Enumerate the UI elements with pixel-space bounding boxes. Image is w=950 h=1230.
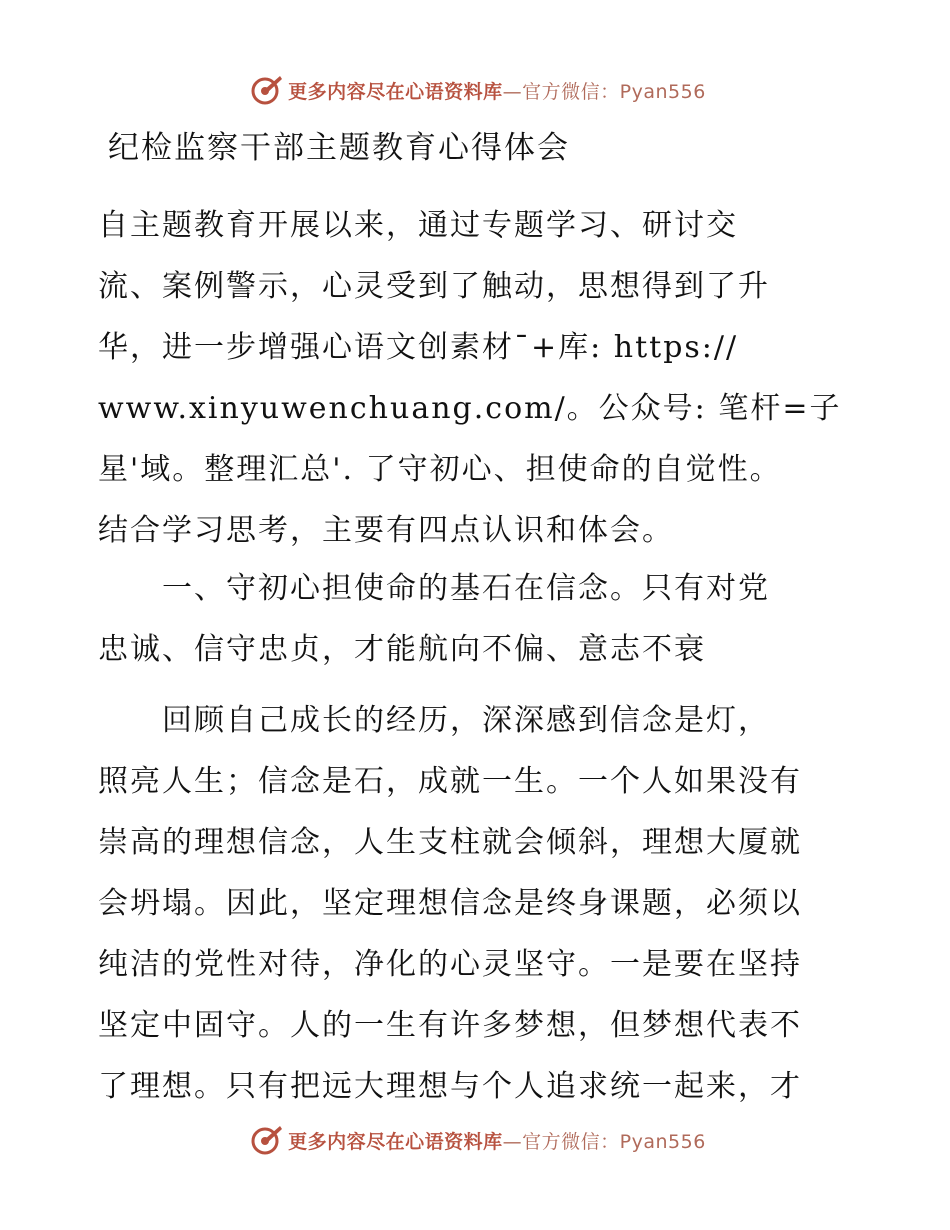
pen-logo-icon [250, 1123, 284, 1157]
text-line: 一、守初心担使命的基石在信念。只有对党 [98, 571, 770, 606]
text-line: 结合学习思考，主要有四点认识和体会。 [98, 513, 674, 548]
paragraph-intro [98, 195, 858, 561]
text-line: 照亮人生；信念是石，成就一生。一个人如果没有 [98, 764, 802, 799]
header-watermark [0, 70, 950, 110]
text-line: 忠诚、信守忠贞，才能航向不偏、意志不衰 [98, 632, 706, 667]
watermark-brand: 更多内容尽在心语资料库 [288, 1130, 503, 1153]
watermark-suffix: —官方微信：Pyan556 [502, 80, 706, 103]
text-line: 纯洁的党性对待，净化的心灵坚守。一是要在坚持 [98, 947, 802, 982]
text-line: 会坍塌。因此，坚定理想信念是终身课题，必须以 [98, 886, 802, 921]
text-line: 回顾自己成长的经历，深深感到信念是灯， [98, 703, 770, 738]
text-line: www.xinyuwenchuang.com/。公众号: 笔杆=子 [98, 391, 842, 426]
watermark-brand: 更多内容尽在心语资料库 [288, 80, 503, 103]
footer-watermark [0, 1120, 950, 1160]
text-line: 了理想。只有把远大理想与个人追求统一起来，才 [98, 1069, 802, 1104]
watermark-suffix: —官方微信：Pyan556 [502, 1130, 706, 1153]
text-line: 流、案例警示，心灵受到了触动，思想得到了升 [98, 269, 770, 304]
paragraph-body [98, 690, 858, 1117]
text-line: 崇高的理想信念，人生支柱就会倾斜，理想大厦就 [98, 825, 802, 860]
text-line: 自主题教育开展以来，通过专题学习、研讨交 [98, 208, 738, 243]
text-line: 华，进一步增强心语文创素材¯+库: https:// [98, 330, 739, 365]
document-title: 纪检监察干部主题教育心得体会 [108, 130, 570, 166]
paragraph-section-heading [98, 558, 858, 680]
text-line: 星'域。整理汇总'. 了守初心、担使命的自觉性。 [98, 452, 782, 487]
text-line: 坚定中固守。人的一生有许多梦想，但梦想代表不 [98, 1008, 802, 1043]
pen-logo-icon [250, 73, 284, 107]
